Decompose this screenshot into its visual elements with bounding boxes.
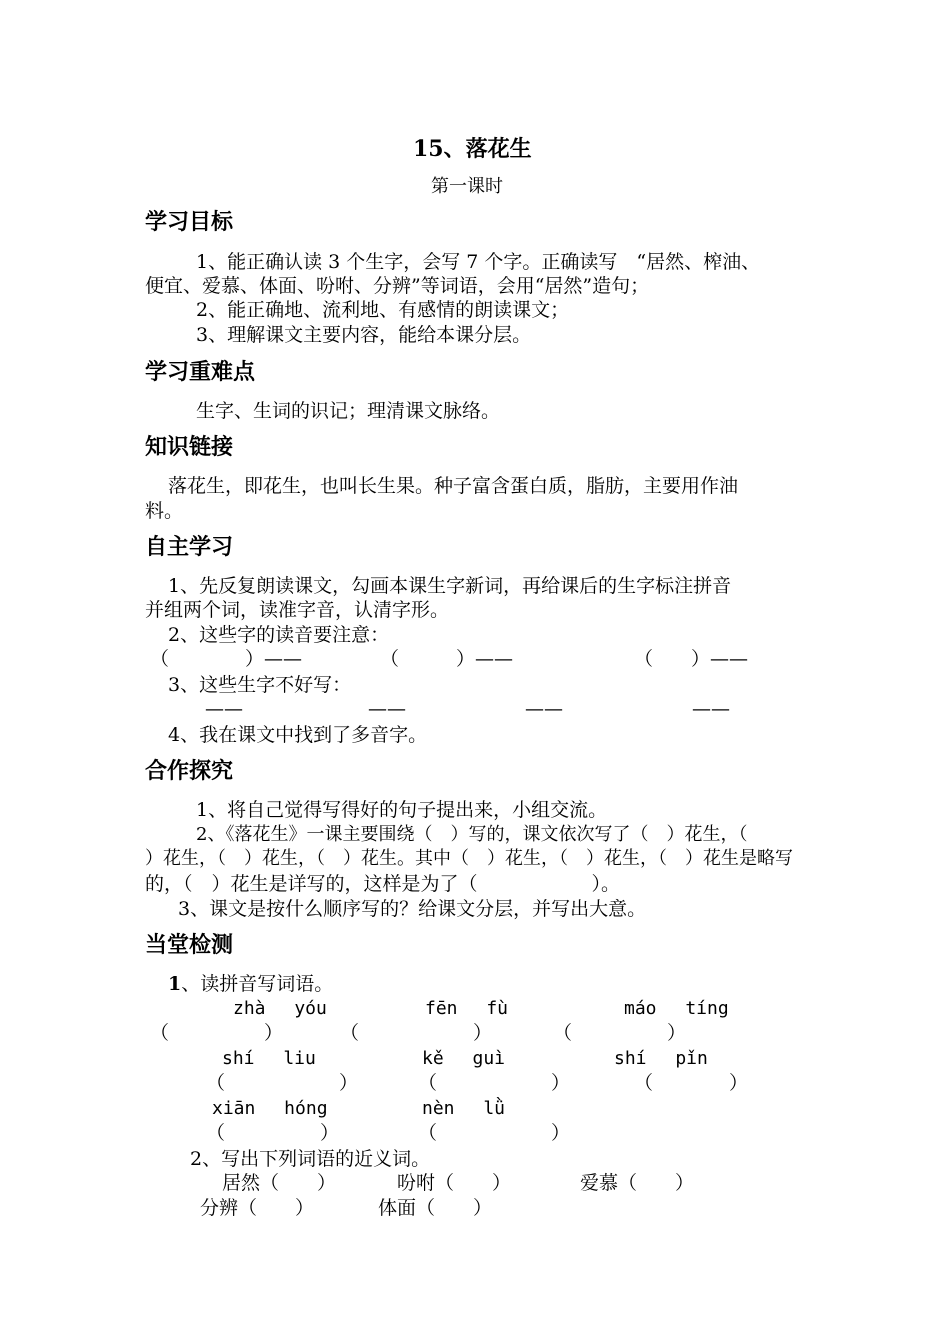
goals-line-4: 3、理解课文主要内容，能给本课分层。 — [196, 324, 532, 346]
section-heading-goals: 学习目标 — [145, 210, 234, 235]
self-study-line-2: 并组两个词，读准字音，认清字形。 — [145, 599, 450, 621]
writing-blank-2[interactable]: —— — [368, 698, 406, 720]
pinyin-shipin: shí pǐn — [614, 1048, 708, 1069]
goals-line-3: 2、能正确地、流利地、有感情的朗读课文； — [196, 299, 570, 321]
synonym-blank[interactable]: 居然（ ） — [222, 1172, 337, 1194]
self-study-line-4: 3、这些生字不好写： — [168, 674, 352, 696]
synonym-blank[interactable]: 吩咐（ ） — [397, 1172, 512, 1194]
test-question-1 — [168, 972, 333, 996]
cooperation-line-5: 3、课文是按什么顺序写的？给课文分层，并写出大意。 — [178, 898, 647, 920]
answer-blank[interactable]: （ ） — [340, 1022, 493, 1044]
section-heading-test: 当堂检测 — [145, 933, 234, 958]
page-title: 15、落花生 — [413, 136, 532, 162]
pinyin-maoting: máo tíng — [624, 998, 729, 1019]
section-heading-self-study: 自主学习 — [145, 535, 234, 560]
synonym-blank[interactable]: 分辨（ ） — [200, 1197, 315, 1219]
section-heading-knowledge: 知识链接 — [145, 435, 234, 460]
synonym-blank[interactable]: 爱慕（ ） — [580, 1172, 695, 1194]
writing-blank-4[interactable]: —— — [692, 698, 730, 720]
pinyin-nenlv: nèn lǜ — [422, 1098, 506, 1119]
page-subtitle: 第一课时 — [431, 176, 503, 197]
answer-blank[interactable]: （ ） — [150, 1022, 284, 1044]
writing-blank-3[interactable]: —— — [525, 698, 563, 720]
pinyin-zhayou: zhà yóu — [233, 998, 327, 1019]
goals-line-2: 便宜、爱慕、体面、吩咐、分辨”等词语，会用“居然”造句； — [145, 275, 650, 297]
answer-blank[interactable]: （ ） — [418, 1122, 571, 1144]
section-heading-key-points: 学习重难点 — [145, 360, 256, 385]
self-study-line-1: 1、先反复朗读课文，勾画本课生字新词，再给课后的生字标注拼音 — [168, 575, 732, 597]
synonym-blank[interactable]: 体面（ ） — [378, 1197, 493, 1219]
answer-blank[interactable]: （ ） — [634, 1072, 749, 1094]
cooperation-line-3: ）花生，（ ）花生，（ ）花生。其中（ ）花生，（ ）花生，（ ）花生是略写 — [145, 848, 793, 869]
pinyin-xianhong: xiān hóng — [212, 1098, 328, 1119]
knowledge-line-1: 落花生，即花生，也叫长生果。种子富含蛋白质，脂肪，主要用作油 — [168, 475, 739, 497]
pinyin-fenfu: fēn fù — [425, 998, 509, 1019]
pinyin-kegui: kě guì — [422, 1048, 506, 1069]
cooperation-line-1: 1、将自己觉得写得好的句子提出来，小组交流。 — [196, 799, 608, 821]
section-heading-cooperation: 合作探究 — [145, 759, 234, 784]
self-study-line-5: 4、我在课文中找到了多音字。 — [168, 724, 428, 746]
writing-blank-1[interactable]: —— — [205, 698, 243, 720]
goals-line-1: 1、能正确认读 3 个生字，会写 7 个字。正确读写 “居然、榨油、 — [196, 251, 761, 273]
pronunciation-blank-3[interactable]: （ ）—— — [634, 648, 749, 670]
answer-blank[interactable]: （ ） — [206, 1072, 359, 1094]
pronunciation-blank-2[interactable]: （ ）—— — [380, 648, 514, 670]
question-text: 、读拼音写词语。 — [181, 973, 334, 995]
cooperation-line-2: 2、《落花生》一课主要围绕（ ）写的，课文依次写了（ ）花生，（ — [196, 824, 748, 845]
cooperation-line-4: 的，（ ）花生是详写的，这样是为了（ ）。 — [145, 873, 621, 895]
pronunciation-blank-1[interactable]: （ ）—— — [150, 648, 303, 670]
pinyin-shiliu: shí liu — [222, 1048, 316, 1069]
key-points-line-1: 生字、生词的识记；理清课文脉络。 — [196, 400, 501, 422]
question-number: 1 — [168, 973, 182, 995]
self-study-line-3: 2、这些字的读音要注意： — [168, 624, 390, 646]
test-question-2: 2、写出下列词语的近义词。 — [190, 1148, 431, 1170]
knowledge-line-2: 料。 — [145, 500, 184, 522]
answer-blank[interactable]: （ ） — [553, 1022, 687, 1044]
answer-blank[interactable]: （ ） — [418, 1072, 571, 1094]
answer-blank[interactable]: （ ） — [206, 1122, 340, 1144]
